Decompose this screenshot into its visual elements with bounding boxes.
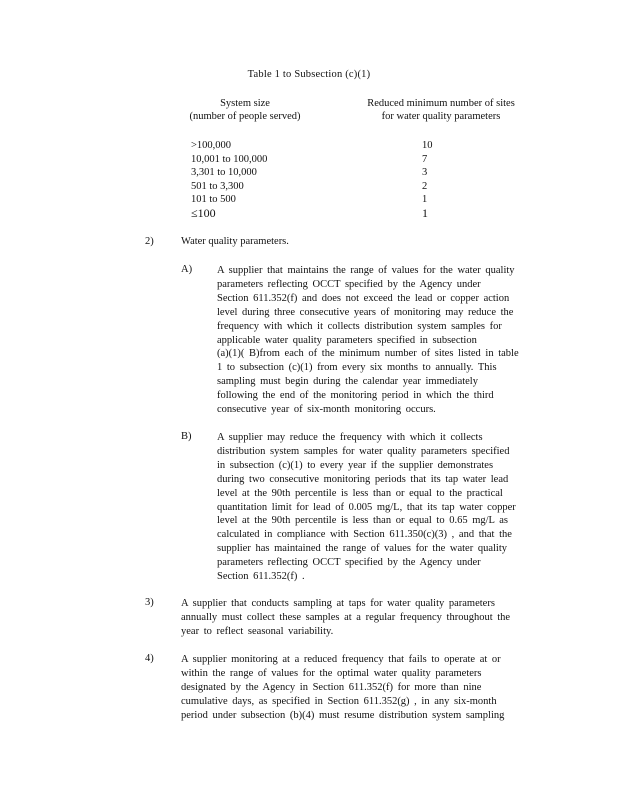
- table-cell-sites: 10: [422, 140, 433, 151]
- paragraph-line: period under subsection (b)(4) must resume distribution system sampling: [181, 709, 505, 721]
- paragraph-line: (a)(1)( B)from each of the minimum number of sites listed in table: [217, 348, 519, 360]
- item-3-paragraph: [181, 597, 533, 639]
- col1-header-line1: System size: [220, 98, 270, 109]
- col2-header-line2: for water quality parameters: [381, 111, 501, 122]
- table-cell-sites: 2: [422, 180, 428, 192]
- item-4-number: 4): [145, 653, 154, 664]
- paragraph-line: frequency with which it collects distribution system samples for: [217, 320, 502, 332]
- paragraph-line: in subsection (c)(1) to every year if the supplier demonstrates: [217, 459, 494, 471]
- table-cell-sites: 1: [422, 194, 428, 206]
- paragraph-line: sampling must begin during the calendar year immediately: [217, 376, 478, 388]
- paragraph-line: Section 611.352(f) and does not exceed the lead or copper action: [217, 292, 510, 304]
- paragraph-line: year to reflect seasonal variability.: [181, 625, 334, 637]
- item-4-paragraph: [181, 653, 521, 723]
- paragraph-line: cumulative days, as specified in Section 611.352(g) , in any six-month: [181, 695, 497, 707]
- item-2a-label: A): [181, 264, 193, 275]
- item-2b-label: B): [181, 431, 192, 442]
- paragraph-line: Section 611.352(f) .: [217, 571, 305, 583]
- paragraph-line: A supplier may reduce the frequency with which it collects: [217, 432, 483, 443]
- paragraph-line: A supplier that conducts sampling at taps for water quality parameters: [181, 598, 495, 609]
- table-cell-size: 3,301 to 10,000: [191, 167, 257, 179]
- col-system-size-header: [170, 97, 320, 123]
- table-cell-size: 101 to 500: [191, 194, 236, 206]
- table-cell-size: 10,001 to 100,000: [191, 153, 268, 165]
- item-2b-paragraph: [217, 431, 532, 584]
- table-size-column: [191, 139, 267, 221]
- table-cell-size: >100,000: [191, 140, 232, 151]
- item-3-number: 3): [145, 597, 154, 608]
- paragraph-line: within the range of values for the optimal water quality parameters: [181, 667, 482, 679]
- col2-header-line1: Reduced minimum number of sites: [367, 98, 515, 109]
- paragraph-line: distribution system samples for water quality parameters specified: [217, 445, 510, 457]
- paragraph-line: calculated in compliance with Section 611.350(c)(3) , and that the: [217, 529, 512, 541]
- paragraph-line: quantitation limit for lead of 0.005 mg/L, that its tap water copper: [217, 501, 516, 513]
- paragraph-line: supplier has maintained the range of values for the water quality: [217, 543, 507, 555]
- paragraph-line: A supplier monitoring at a reduced frequency that fails to operate at or: [181, 654, 501, 665]
- table-cell-sites: 7: [422, 153, 428, 165]
- paragraph-line: applicable water quality parameters specified in subsection: [217, 334, 477, 346]
- table-title: Table 1 to Subsection (c)(1): [247, 69, 371, 80]
- paragraph-line: during two consecutive monitoring periods that its tap water lead: [217, 473, 509, 485]
- paragraph-line: 1 to subsection (c)(1) from every six months to annually. This: [217, 362, 497, 374]
- table-cell-size: 501 to 3,300: [191, 180, 244, 192]
- paragraph-line: annually must collect these samples at a regular frequency throughout the: [181, 611, 511, 623]
- item-2-number: 2): [145, 236, 154, 247]
- paragraph-line: level during three consecutive years of monitoring may reduce the: [217, 306, 514, 318]
- paragraph-line: consecutive year of six-month monitoring occurs.: [217, 404, 436, 416]
- col-sites-header: [352, 97, 530, 123]
- paragraph-line: level at the 90th percentile is less than or equal to 0.65 mg/L as: [217, 515, 508, 527]
- table-sites-column: [422, 139, 433, 221]
- table-cell-sites: 3: [422, 167, 428, 179]
- paragraph-line: parameters reflecting OCCT specified by the Agency under: [217, 278, 481, 290]
- table-cell-sites: 1: [422, 205, 428, 220]
- item-2a-paragraph: [217, 264, 532, 417]
- paragraph-line: level at the 90th percentile is less than or equal to the practical: [217, 487, 503, 499]
- paragraph-line: A supplier that maintains the range of values for the water quality: [217, 265, 515, 276]
- item-2-heading: Water quality parameters.: [181, 236, 289, 247]
- table-cell-size: ≤100: [191, 205, 216, 220]
- paragraph-line: parameters reflecting OCCT specified by the Agency under: [217, 557, 481, 569]
- paragraph-line: designated by the Agency in Section 611.352(f) for more than nine: [181, 681, 482, 693]
- paragraph-line: following the end of the monitoring period in which the third: [217, 390, 494, 402]
- col1-header-line2: (number of people served): [189, 111, 301, 122]
